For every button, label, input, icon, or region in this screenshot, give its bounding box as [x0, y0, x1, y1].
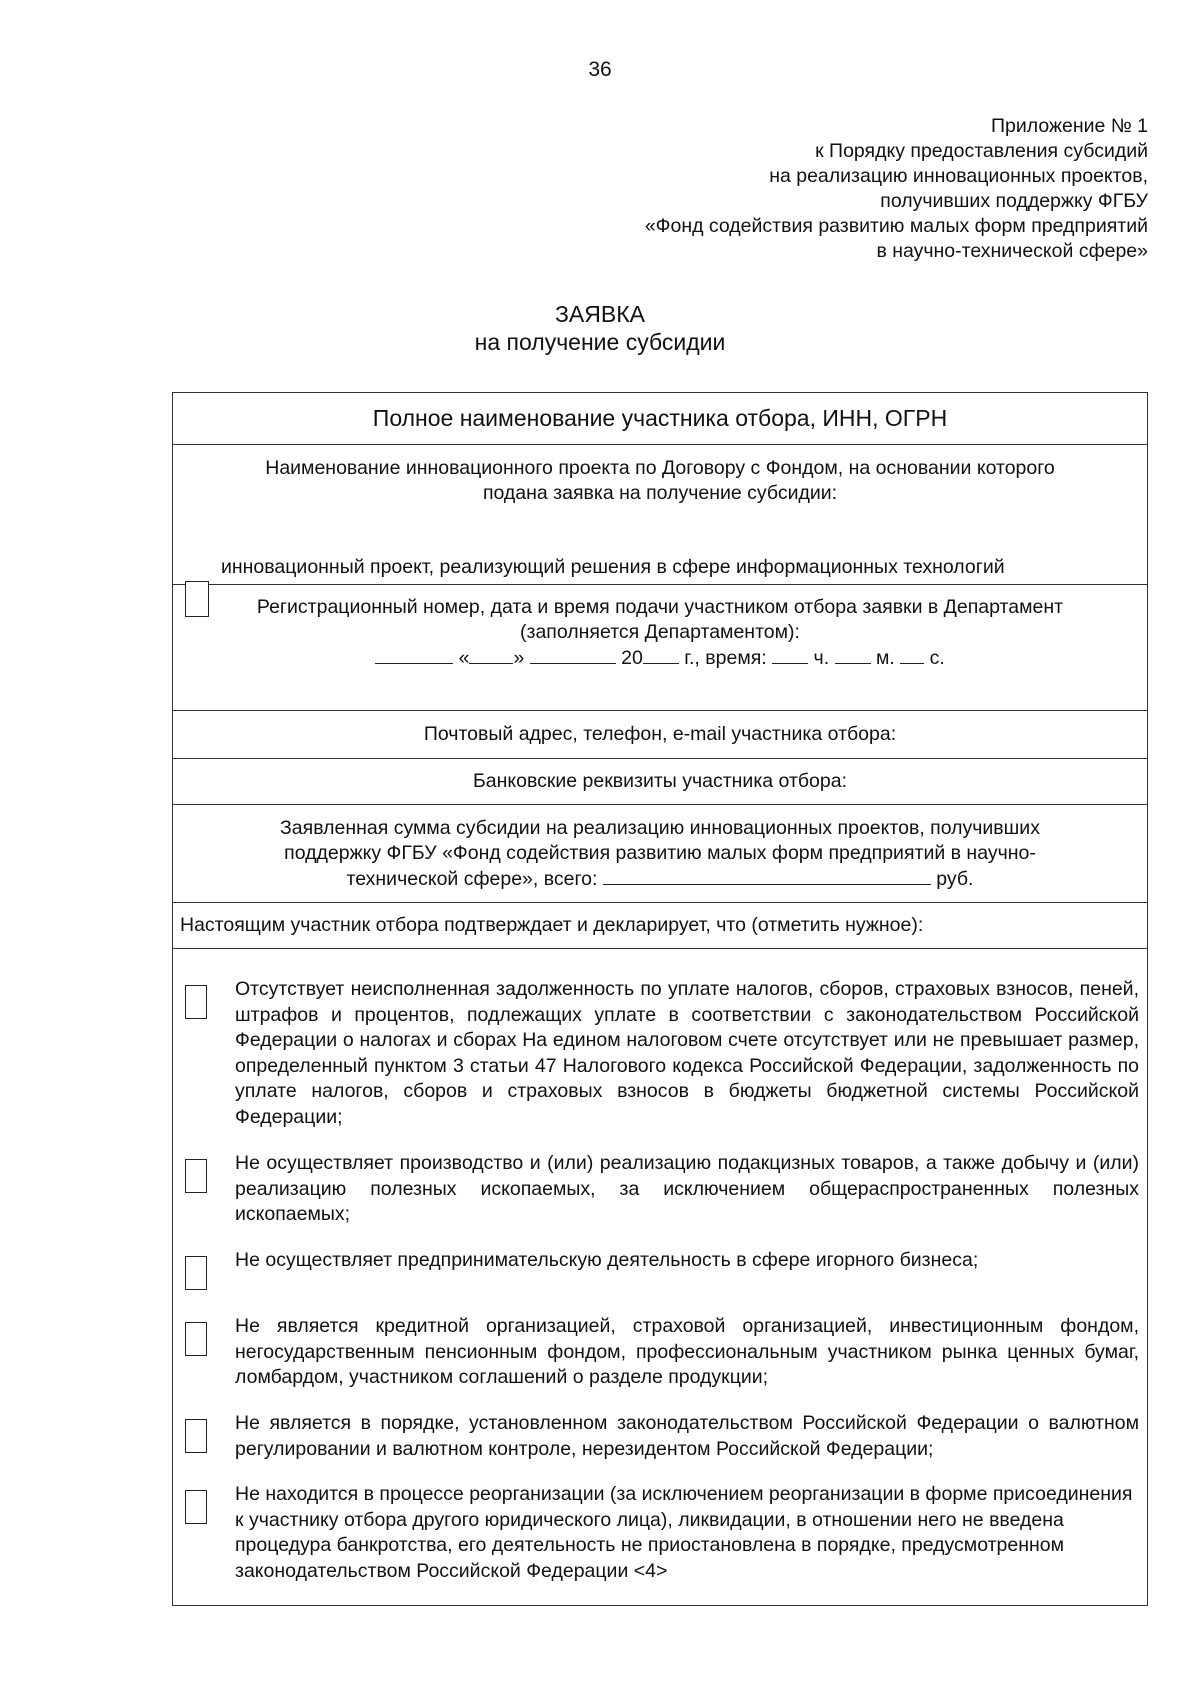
appendix-line: на реализацию инновационных проектов, [769, 165, 1148, 187]
subsidy-amount-line: технической сфере», всего: руб. [346, 868, 974, 890]
declaration-checkbox-6[interactable] [185, 1490, 207, 1524]
declaration-checkbox-4[interactable] [185, 1322, 207, 1356]
declaration-text-4: Не является кредитной организацией, страховой организацией, инвестиционным фондом, негосударственным пенсионным фондом, профессиональным участником рынка ценных бумаг, ломбардом, участником соглашений о разделе продукции; [235, 1315, 1139, 1388]
day-field[interactable] [469, 645, 513, 664]
subsidy-label: Заявленная сумма субсидии на реализацию инновационных проектов, получивших [280, 817, 1040, 839]
appendix-line: Приложение № 1 [991, 115, 1148, 137]
appendix-line: получивших поддержку ФГБУ [880, 190, 1148, 212]
declaration-checkbox-3[interactable] [185, 1256, 207, 1290]
project-name-label: подана заявка на получение субсидии: [482, 482, 838, 504]
application-form [172, 392, 1148, 1606]
month-field[interactable] [530, 645, 616, 664]
document-title [0, 300, 1200, 356]
seconds-field[interactable] [900, 645, 924, 664]
declaration-text-6: Не находится в процессе реорганизации (за исключением реорганизации в форме присоединения к участнику отбора другого юридического лица), ликвидации, в отношении него не введена процедура банкротства, его деятельность не приостановлена в порядке, предусмотренном законодательством Российской Федерации <4> [235, 1483, 1133, 1582]
appendix-line: в научно-технической сфере» [876, 240, 1148, 262]
declaration-header: Настоящим участник отбора подтверждает и декларирует, что (отметить нужное): [180, 914, 924, 936]
registration-number-field[interactable] [375, 645, 453, 664]
appendix-header [528, 114, 1148, 264]
hours-field[interactable] [772, 645, 808, 664]
subsidy-amount-field[interactable] [603, 866, 931, 885]
subsidy-amount-row [173, 805, 1147, 903]
declarations-row [173, 949, 1147, 1605]
declaration-checkbox-5[interactable] [185, 1419, 207, 1453]
declaration-text-5: Не является в порядке, установленном законодательством Российской Федерации о валютном регулировании и валютном контроле, нерезидентом Российской Федерации; [235, 1412, 1139, 1460]
declaration-checkbox-1[interactable] [185, 985, 207, 1019]
declaration-checkbox-2[interactable] [185, 1159, 207, 1193]
appendix-line: к Порядку предоставления субсидий [815, 140, 1148, 162]
subsidy-label: поддержку ФГБУ «Фонд содействия развитию малых форм предприятий в научно- [284, 842, 1036, 864]
registration-label: Регистрационный номер, дата и время подачи участником отбора заявки в Департамент [256, 596, 1064, 618]
declaration-text-2: Не осуществляет производство и (или) реализацию подакцизных товаров, а также добычу и (или) реализацию полезных ископаемых, за исключением общераспространенных полезных ископаемых; [235, 1152, 1139, 1225]
declaration-text-1: Отсутствует неисполненная задолженность по уплате налогов, сборов, страховых взносов, пеней, штрафов и процентов, подлежащих уплате в соответствии с законодательством Российской Федерации о налогах и сборах На едином налоговом счете отсутствует или не превышает размер, определенный пунктом 3 статьи 47 Налогового кодекса Российской Федерации, задолженность по уплате налогов, сборов и страховых взносов в бюджеты бюджетной системы Российской Федерации; [235, 978, 1139, 1128]
bank-details-row[interactable] [173, 759, 1147, 805]
registration-row [173, 585, 1147, 711]
it-project-label: инновационный проект, реализующий решения в сфере информационных технологий [221, 556, 1005, 578]
declaration-header-row [173, 903, 1147, 949]
minutes-field[interactable] [835, 645, 871, 664]
full-name-row[interactable] [173, 393, 1147, 445]
full-name-header: Полное наименование участника отбора, ИНН, ОГРН [372, 405, 948, 431]
title-sub: на получение субсидии [474, 329, 726, 355]
bank-details-label: Банковские реквизиты участника отбора: [472, 770, 848, 792]
postal-address-label: Почтовый адрес, телефон, e-mail участника отбора: [423, 723, 897, 745]
project-name-label: Наименование инновационного проекта по Договору с Фондом, на основании которого [265, 457, 1055, 479]
year-field[interactable] [643, 645, 679, 664]
page-number: 36 [588, 58, 612, 81]
project-name-row [173, 445, 1147, 585]
registration-date-line: « » 20 г., время: ч. м. с. [173, 645, 1147, 671]
registration-label: (заполняется Департаментом): [520, 621, 800, 643]
postal-address-row[interactable] [173, 711, 1147, 759]
appendix-line: «Фонд содействия развитию малых форм предприятий [644, 215, 1148, 237]
declaration-text-3: Не осуществляет предпринимательскую деятельность в сфере игорного бизнеса; [235, 1249, 979, 1271]
title-main: ЗАЯВКА [555, 301, 645, 327]
